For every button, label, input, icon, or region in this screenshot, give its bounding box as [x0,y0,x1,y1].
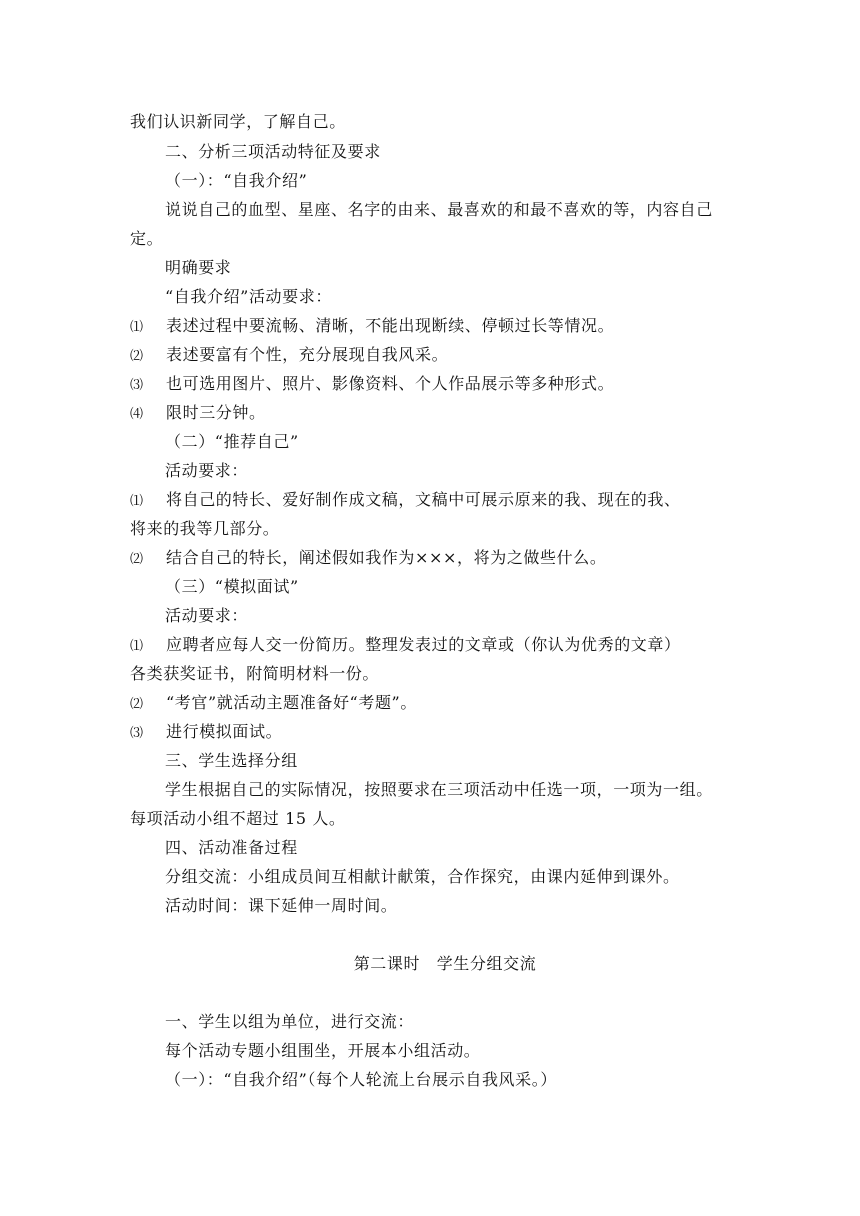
text-line: 说说自己的血型、星座、名字的由来、最喜欢的和最不喜欢的等，内容自己 [165,200,713,219]
text-line: 每项活动小组不超过 15 人。 [130,809,346,828]
text-line: 定。 [130,229,164,248]
list-marker: ⑷ [130,407,144,422]
subsection-heading: （二）“推荐自己” [165,432,299,451]
list-item [130,490,740,512]
text-line: 活动要求： [165,461,249,480]
list-marker: ⑶ [130,726,144,741]
list-item-text: 限时三分钟。 [166,403,266,422]
list-item-text: 结合自己的特长，阐述假如我作为×××，将为之做些什么。 [166,548,607,567]
text-line: 每个活动专题小组围坐，开展本小组活动。 [165,1041,481,1060]
text-line: 明确要求 [165,258,232,277]
list-item [130,374,740,396]
text-line: 活动要求： [165,606,249,625]
list-item [130,345,740,367]
list-marker: ⑴ [130,494,144,509]
list-item [130,548,740,570]
subsection-heading: （三）“模拟面试” [165,577,299,596]
list-item [130,693,740,715]
list-item [130,316,740,338]
text-line: 活动时间：课下延伸一周时间。 [165,896,398,915]
list-item-text: 表述要富有个性，充分展现自我风采。 [166,345,449,364]
list-item-text: 进行模拟面试。 [166,722,283,741]
list-marker: ⑵ [130,349,144,364]
list-marker: ⑵ [130,697,144,712]
section-heading: 三、学生选择分组 [165,751,298,770]
list-marker: ⑴ [130,639,144,654]
text-line: “自我介绍”活动要求： [165,287,332,306]
section-heading: 二、分析三项活动特征及要求 [165,142,381,161]
list-marker: ⑵ [130,552,144,567]
list-item-text: 将自己的特长、爱好制作成文稿，文稿中可展示原来的我、现在的我、 [166,490,681,509]
list-item-text: 也可选用图片、照片、影像资料、个人作品展示等多种形式。 [166,374,615,393]
text-line: 分组交流：小组成员间互相献计献策，合作探究，由课内延伸到课外。 [165,867,680,886]
list-marker: ⑴ [130,320,144,335]
list-item-text: 表述过程中要流畅、清晰，不能出现断续、停顿过长等情况。 [166,316,615,335]
list-item [130,635,740,657]
text-line: 我们认识新同学，了解自己。 [130,112,346,131]
subsection-heading: （一）：“自我介绍”（每个人轮流上台展示自我风采。） [165,1070,557,1089]
list-item-text: “考官”就活动主题准备好“考题”。 [166,693,417,712]
list-marker: ⑶ [130,378,144,393]
section-heading: 一、学生以组为单位，进行交流： [165,1012,415,1031]
subsection-heading: （一）：“自我介绍” [165,171,308,190]
list-item-text: 应聘者应每人交一份简历。整理发表过的文章或（你认为优秀的文章） [166,635,681,654]
text-line: 各类获奖证书，附简明材料一份。 [130,664,380,683]
text-line: 将来的我等几部分。 [130,519,280,538]
text-line: 学生根据自己的实际情况，按照要求在三项活动中任选一项，一项为一组。 [165,780,713,799]
lesson-title: 第二课时 学生分组交流 [353,954,537,973]
list-item [130,722,740,744]
section-heading: 四、活动准备过程 [165,838,298,857]
list-item [130,403,740,425]
